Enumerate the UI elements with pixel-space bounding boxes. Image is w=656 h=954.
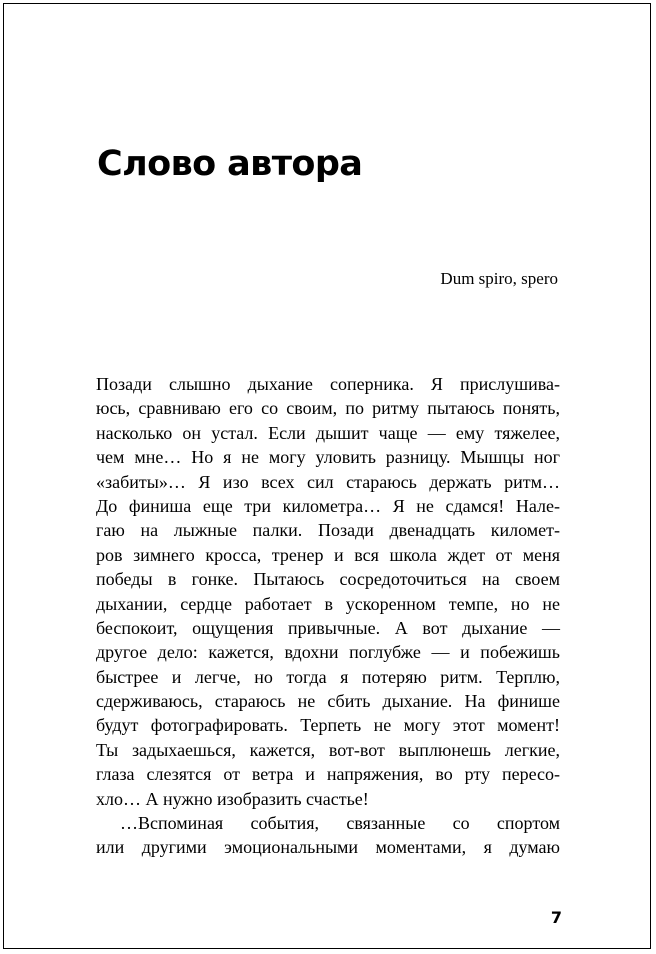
text-line: гаю на лыжные палки. Позади двенадцать километ- <box>96 520 560 541</box>
text-line: быстрее и легче, но тогда я потеряю ритм. Терплю, <box>96 666 560 687</box>
text-line: победы в гонке. Пытаюсь сосредоточиться на своем <box>96 569 560 590</box>
chapter-title: Слово автора <box>97 144 363 184</box>
page-number: 7 <box>550 908 562 927</box>
text-line: Ты задыхаешься, кажется, вот-вот выплюнешь легкие, <box>96 739 560 760</box>
text-line: другое дело: кажется, вдохни поглубже — и побежишь <box>96 642 560 663</box>
body-text <box>96 372 560 860</box>
text-line: глаза слезятся от ветра и напряжения, во рту пересо- <box>96 764 560 785</box>
text-line: чем мне… Но я не могу уловить разницу. Мышцы ног <box>96 447 560 468</box>
text-line: сдерживаюсь, стараюсь не сбить дыхание. На финише <box>96 691 560 712</box>
text-line: Позади слышно дыхание соперника. Я прислушива- <box>96 374 560 394</box>
text-line: или другими эмоциональными моментами, я думаю <box>96 837 560 858</box>
book-page <box>3 3 651 949</box>
text-line: насколько он устал. Если дышит чаще — ему тяжелее, <box>96 422 560 443</box>
epigraph: Dum spiro, spero <box>440 269 558 288</box>
text-line: будут фотографировать. Терпеть не могу этот момент! <box>96 715 560 736</box>
text-line: хло… А нужно изобразить счастье! <box>96 788 369 809</box>
text-line: «забиты»… Я изо всех сил стараюсь держать ритм… <box>96 471 560 492</box>
text-line: дыхании, сердце работает в ускоренном темпе, но не <box>96 593 560 614</box>
text-line: …Вспоминая события, связанные со спортом <box>120 813 560 834</box>
text-line: беспокоит, ощущения привычные. А вот дыхание — <box>96 617 560 638</box>
text-line: ров зимнего кросса, тренер и вся школа ждет от меня <box>96 544 560 565</box>
text-line: юсь, сравниваю его со своим, по ритму пытаюсь понять, <box>96 398 560 419</box>
text-line: До финиша еще три километра… Я не сдамся! Нале- <box>96 495 560 516</box>
